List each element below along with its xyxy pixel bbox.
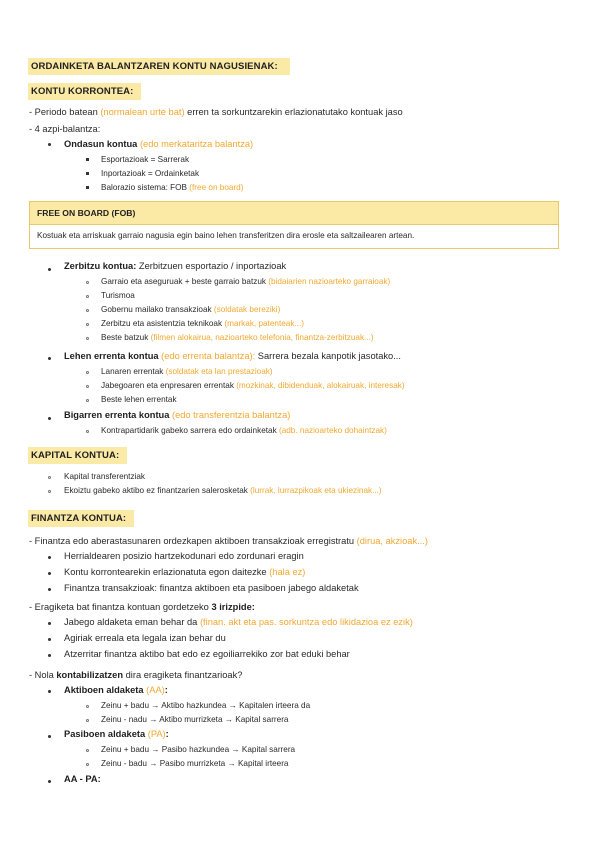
bullet: [86, 295, 89, 298]
list-item: Balorazio sistema: FOB (free on board): [101, 183, 244, 192]
bullet: [48, 490, 51, 493]
list-item: Lanaren errentak (soldatak eta lan prestazioak): [101, 367, 273, 376]
finantza-line-3: - Nola kontabilizatzen dira eragiketa finantzarioak?: [29, 670, 243, 680]
bullet: [48, 690, 51, 693]
list-item: Zeinu + badu → Pasibo hazkundea → Kapital sarrera: [101, 745, 296, 754]
bigarren-errenta-kontua: Bigarren errenta kontua (edo transferentzia balantza): [64, 410, 291, 420]
list-item: Kontrapartidarik gabeko sarrera edo ordainketak (adb. nazioarteko dohaintzak): [101, 426, 387, 435]
list-item: Zerbitzu eta asistentzia teknikoak (markak, patenteak...): [101, 319, 304, 328]
bullet: [86, 719, 89, 722]
list-item: Beste batzuk (filmen alokairua, nazioarteko telefonia, finantza-zerbitzuak...): [101, 333, 374, 342]
bullet: [48, 268, 51, 271]
list-item: Ekoiztu gabeko aktibo ez finantzarien salerosketak (lurrak, lurrazpikoak eta ukiezinak...): [64, 486, 382, 495]
section-heading-finantza-kontua: FINANTZA KONTUA:: [28, 508, 134, 527]
list-item: Zeinu - badu → Pasibo murrizketa → Kapital irteera: [101, 759, 289, 768]
bullet: [86, 385, 89, 388]
ondasun-kontua: Ondasun kontua (edo merkataritza balantza): [64, 139, 254, 149]
zerbitzu-kontua: Zerbitzu kontua: Zerbitzuen esportazio / inportazioak: [64, 261, 287, 271]
list-item: Zeinu + badu → Aktibo hazkundea → Kapitalen irteera da: [101, 701, 311, 710]
bullet: [86, 763, 89, 766]
fob-callout: [29, 201, 559, 249]
bullet: [48, 143, 51, 146]
kk-line-1: - Periodo batean (normalean urte bat) erren ta sorkuntzarekin erlazionatutako kontuak jaso: [29, 107, 403, 117]
bullet: [86, 323, 89, 326]
bullet: [48, 780, 51, 783]
bullet: [86, 281, 89, 284]
bullet: [48, 654, 51, 657]
section-heading-kapital-kontua: KAPITAL KONTUA:: [28, 445, 127, 464]
fob-callout-title: FREE ON BOARD (FOB): [30, 202, 558, 225]
finantza-line-2: - Eragiketa bat finantza kontuan gordetzeko 3 irizpide:: [29, 602, 255, 612]
pasiboen-aldaketa: Pasiboen aldaketa (PA):: [64, 729, 169, 739]
bullet: [86, 309, 89, 312]
bullet: [86, 430, 89, 433]
lehen-errenta-kontua: Lehen errenta kontua (edo errenta balantza): Sarrera bezala kanpotik jasotako...: [64, 351, 401, 361]
kk-line-2: - 4 azpi-balantza:: [29, 124, 101, 134]
bullet: [48, 638, 51, 641]
bullet: [86, 705, 89, 708]
main-heading: ORDAINKETA BALANTZAREN KONTU NAGUSIENAK:: [28, 56, 290, 75]
fob-callout-text: Kostuak eta arriskuak garraio nagusia egin baino lehen transferitzen dira erosle eta saltzailearen artean.: [37, 231, 415, 240]
list-item: Inportazioak = Ordainketak: [101, 169, 200, 178]
bullet: [48, 588, 51, 591]
list-item: Garraio eta aseguruak + beste garraio batzuk (bidaiarien nazioarteko garraioak): [101, 277, 391, 286]
bullet: [48, 622, 51, 625]
bullet: [48, 572, 51, 575]
list-item: Agiriak erreala eta legala izan behar du: [64, 633, 226, 643]
bullet: [86, 399, 89, 402]
list-item: Turismoa: [101, 291, 135, 300]
bullet: [48, 735, 51, 738]
aa-pa: AA - PA:: [64, 774, 101, 784]
list-item: Herrialdearen posizio hartzekodunari edo zordunari eragin: [64, 551, 304, 561]
bullet: [86, 371, 89, 374]
bullet: [86, 337, 89, 340]
section-heading-kontu-korrontea: KONTU KORRONTEA:: [28, 81, 141, 100]
list-item: Atzerritar finantza aktibo bat edo ez egoiliarrekiko zor bat eduki behar: [64, 649, 350, 659]
bullet: [86, 172, 89, 175]
list-item: Jabegoaren eta enpresaren errentak (mozkinak, dibidenduak, alokairuak, interesak): [101, 381, 405, 390]
list-item: Kapital transferentziak: [64, 472, 146, 481]
list-item: Esportazioak = Sarrerak: [101, 155, 190, 164]
bullet: [48, 476, 51, 479]
bullet: [86, 186, 89, 189]
bullet: [48, 417, 51, 420]
bullet: [48, 556, 51, 559]
list-item: Zeinu - nadu → Aktibo murrizketa → Kapital sarrera: [101, 715, 289, 724]
list-item: Kontu korrontearekin erlazionatuta egon daitezke (hala ez): [64, 567, 306, 577]
bullet: [86, 158, 89, 161]
list-item: Beste lehen errentak: [101, 395, 177, 404]
finantza-line-1: - Finantza edo aberastasunaren ordezkapen aktiboen transakzioak erregistratu (dirua, akzioak...): [29, 536, 428, 546]
bullet: [48, 357, 51, 360]
list-item: Finantza transakzioak: finantza aktiboen eta pasiboen jabego aldaketak: [64, 583, 359, 593]
list-item: Gobernu mailako transakzioak (soldatak bereziki): [101, 305, 281, 314]
bullet: [86, 749, 89, 752]
list-item: Jabego aldaketa eman behar da (finan. akt eta pas. sorkuntza edo likidazioa ez ezik): [64, 617, 413, 627]
aktiboen-aldaketa: Aktiboen aldaketa (AA):: [64, 685, 168, 695]
